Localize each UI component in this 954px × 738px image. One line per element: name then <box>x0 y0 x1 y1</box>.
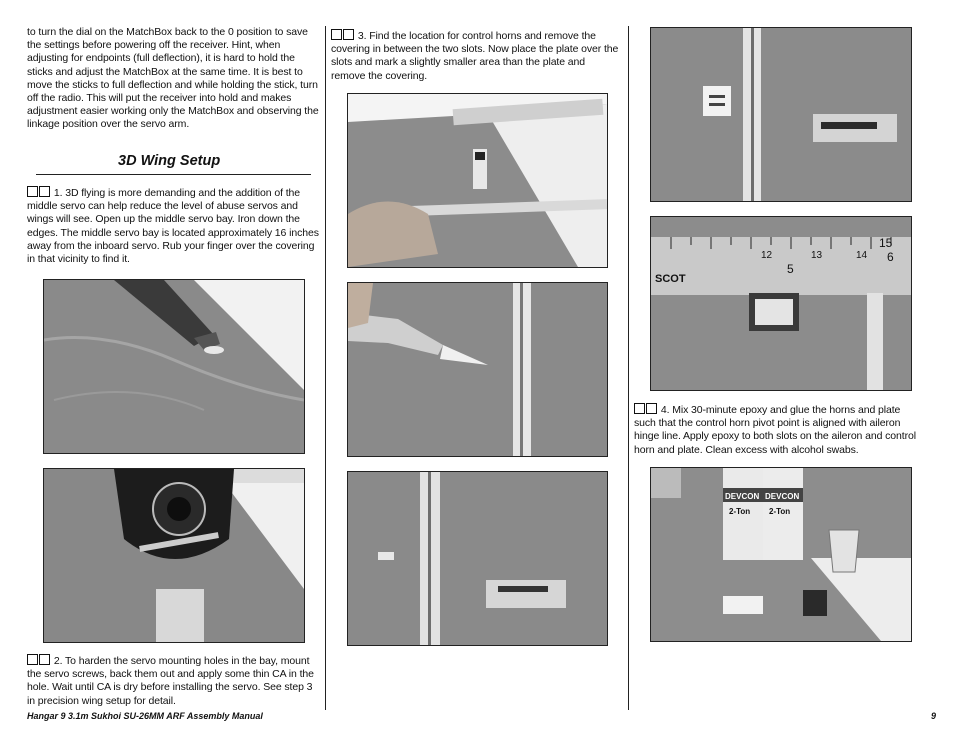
photo-hinge-plate <box>347 471 608 646</box>
ruler-label-12: 12 <box>761 250 773 261</box>
checkbox-icon[interactable] <box>646 403 657 414</box>
intro-paragraph: to turn the dial on the MatchBox back to the 0 position to save the settings before powering off the receiver. Hint, when adjusting for endpoints (full deflection), it is hard to hold the sticks and adjust the MatchBox at the same time. It is best to move the sticks to full deflection and while holding the stick, turn off the radio. This will put the receiver into hold and makes adjustment easier working only the MatchBox and observing the linkage position over the servo arm. <box>27 26 319 131</box>
photo-epoxy <box>650 467 912 642</box>
checkbox-icon[interactable] <box>39 654 50 665</box>
column-divider-right <box>628 26 629 710</box>
checkbox-icon[interactable] <box>331 29 342 40</box>
checkbox-icon[interactable] <box>27 654 38 665</box>
photo-iron-covering <box>43 279 305 454</box>
column-divider-left <box>325 26 326 710</box>
step-3-text: 3. Find the location for control horns and remove the covering in between the two slots. Now place the plate over the slots and mark a slightly smaller area than the plate and remove the covering. <box>331 30 619 82</box>
step-2-text: 2. To harden the servo mounting holes in the bay, mount the servo screws, back them out and apply some thin CA in the hole. Wait until CA is dry before installing the servo. See step 3 in precision wing setup for detail. <box>27 655 314 707</box>
step-2 <box>27 654 319 708</box>
epoxy-product-right: 2-Ton <box>769 507 791 516</box>
checkbox-icon[interactable] <box>39 186 50 197</box>
checkbox-icon[interactable] <box>343 29 354 40</box>
step-4 <box>634 403 924 457</box>
ruler-label-13: 13 <box>811 250 823 261</box>
ruler-label-5: 5 <box>787 262 794 276</box>
photo-hobby-knife <box>347 282 608 457</box>
footer-title: Hangar 9 3.1m Sukhoi SU-26MM ARF Assembly Manual <box>27 711 263 721</box>
checkbox-icon[interactable] <box>634 403 645 414</box>
page-number: 9 <box>930 711 936 721</box>
step-4-text: 4. Mix 30-minute epoxy and glue the horns and plate such that the control horn pivot point is aligned with aileron hinge line. Apply epoxy to both slots on the aileron and control horn and plate. Clean excess with alcohol swabs. <box>634 404 916 456</box>
epoxy-brand-right: DEVCON <box>765 492 800 501</box>
ruler-label-6: 6 <box>887 250 894 264</box>
epoxy-brand-left: DEVCON <box>725 492 760 501</box>
column-1 <box>27 26 319 132</box>
photo-ruler-mark <box>347 93 608 268</box>
photo-sealing-iron <box>43 468 305 643</box>
step-1-text: 1. 3D flying is more demanding and the addition of the middle servo can help reduce the level of abuse servos and wings will see. Open up the middle servo bay. Iron down the edges. The middle servo bay is located approximately 16 inches away from the inboard servo. Rub your finger over the covering in that vicinity to find it. <box>27 187 319 266</box>
photo-plate-installed <box>650 27 912 202</box>
step-3 <box>331 29 619 83</box>
photo-ruler-plate <box>650 216 912 391</box>
ruler-label-14: 14 <box>856 250 868 261</box>
ruler-label-15: 15 <box>879 236 893 250</box>
step-1 <box>27 186 319 266</box>
heading-rule <box>36 174 311 175</box>
epoxy-product-left: 2-Ton <box>729 507 751 516</box>
section-heading: 3D Wing Setup <box>118 153 221 169</box>
checkbox-icon[interactable] <box>27 186 38 197</box>
ruler-brand: SCOT <box>655 273 686 285</box>
